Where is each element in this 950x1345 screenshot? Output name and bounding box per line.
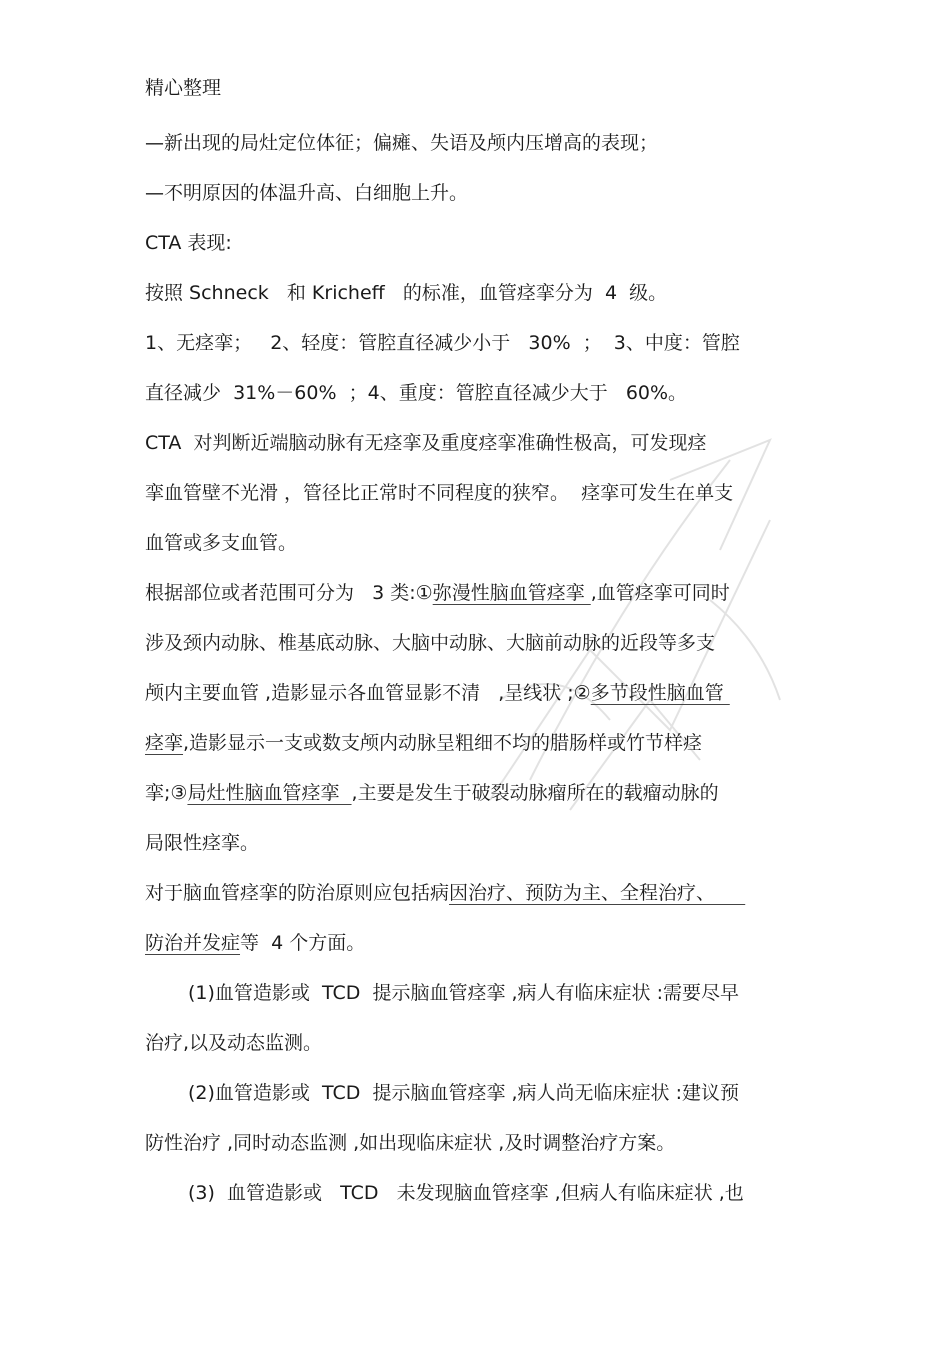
text-span: 等 4 个方面。 — [240, 932, 366, 954]
item-1-line-2: 治疗,以及动态监测。 — [145, 1032, 323, 1054]
principle-line-2 — [145, 931, 365, 955]
text-line: 按照 Schneck 和 Kricheff 的标准，血管痉挛分为 4 级。 — [145, 282, 668, 304]
text-line: 直径减少 31%－60% ；4、重度：管腔直径减少大于 60%。 — [145, 382, 688, 404]
text-line: —新出现的局灶定位体征；偏瘫、失语及颅内压增高的表现； — [145, 132, 659, 154]
page-header: 精心整理 — [145, 77, 222, 99]
text-line: —不明原因的体温升高、白细胞上升。 — [145, 182, 469, 204]
text-line: CTA 对判断近端脑动脉有无痉挛及重度痉挛准确性极高，可发现痉 — [145, 432, 707, 454]
classify-line-5 — [145, 781, 719, 805]
text-span: ,主要是发生于破裂动脉瘤所在的载瘤动脉的 — [351, 782, 719, 804]
watermark-stamp — [470, 400, 800, 820]
text-span: ,血管痉挛可同时 — [590, 582, 730, 604]
text-span: 颅内主要血管 ,造影显示各血管显影不清 ,呈线状 ;② — [145, 682, 591, 704]
item-3-line-1: (3) 血管造影或 TCD 未发现脑血管痉挛 ,但病人有临床症状 ,也 — [188, 1182, 744, 1204]
text-line: CTA 表现: — [145, 232, 232, 254]
classify-line-1 — [145, 581, 730, 605]
principle-line-1 — [145, 881, 745, 905]
underlined-term: 局灶性脑血管痉挛 — [187, 782, 352, 804]
underlined-term: 因治疗、预防为主、全程治疗、 — [449, 882, 746, 904]
text-span: 对于脑血管痉挛的防治原则应包括病 — [145, 882, 450, 904]
item-2-line-2: 防性治疗 ,同时动态监测 ,如出现临床症状 ,及时调整治疗方案。 — [145, 1132, 676, 1154]
underlined-term: 痉挛 — [145, 732, 184, 754]
item-1-line-1: (1)血管造影或 TCD 提示脑血管痉挛 ,病人有临床症状 :需要尽早 — [188, 982, 739, 1004]
text-line: 1、无痉挛； 2、轻度：管腔直径减少小于 30% ； 3、中度：管腔 — [145, 332, 740, 354]
underlined-term: 防治并发症 — [145, 932, 241, 954]
classify-line-4 — [145, 731, 702, 755]
text-line: 涉及颈内动脉、椎基底动脉、大脑中动脉、大脑前动脉的近段等多支 — [145, 632, 716, 654]
underlined-term: 弥漫性脑血管痉挛 — [432, 582, 591, 604]
text-line: 血管或多支血管。 — [145, 532, 298, 554]
classify-line-3 — [145, 681, 730, 705]
text-span: 挛;③ — [145, 782, 188, 804]
text-line: 挛血管壁不光滑 ，管径比正常时不同程度的狭窄。 痉挛可发生在单支 — [145, 482, 734, 504]
text-span: 根据部位或者范围可分为 3 类:① — [145, 582, 433, 604]
underlined-term: 多节段性脑血管 — [590, 682, 730, 704]
item-2-line-1: (2)血管造影或 TCD 提示脑血管痉挛 ,病人尚无临床症状 :建议预 — [188, 1082, 739, 1104]
text-line: 局限性痉挛。 — [145, 832, 260, 854]
text-span: ,造影显示一支或数支颅内动脉呈粗细不均的腊肠样或竹节样痉 — [183, 732, 703, 754]
